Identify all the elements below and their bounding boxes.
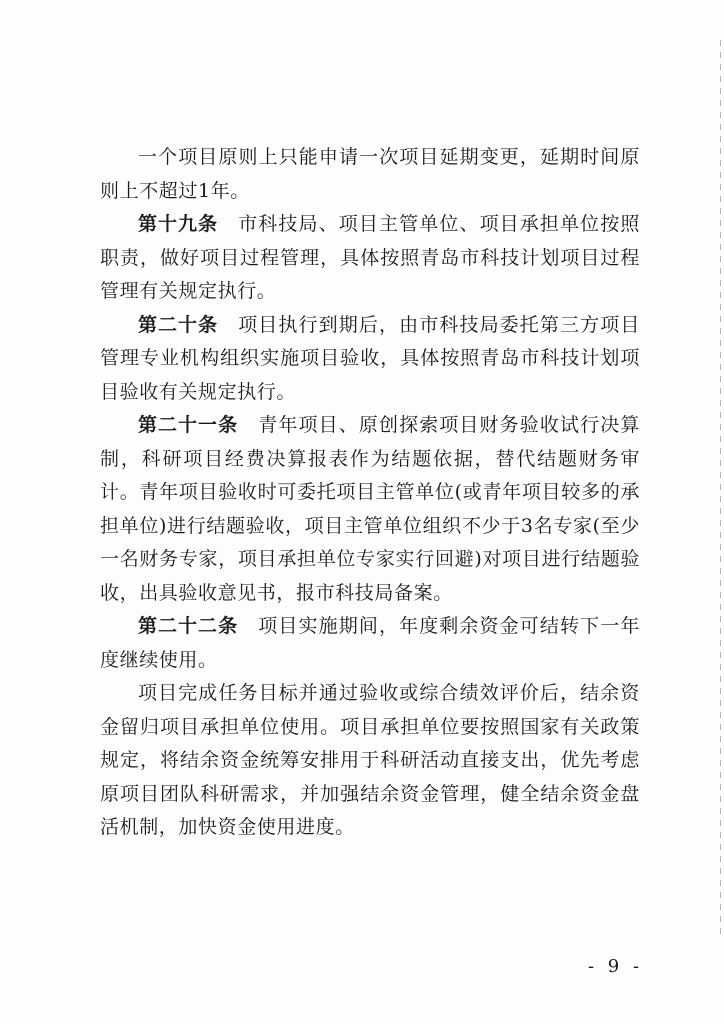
article-20-text: 项目执行到期后，由市科技局委托第三方项目管理专业机构组织实施项目验收，具体按照青岛市科技计划项目验收有关规定执行。 <box>100 313 640 403</box>
article-19-heading: 第十九条 <box>138 213 219 235</box>
paragraph-5 <box>100 610 640 677</box>
article-21-text: 青年项目、原创探索项目财务验收试行决算制，科研项目经费决算报表作为结题依据，替代结题财务审计。青年项目验收时可委托项目主管单位(或青年项目较多的承担单位)进行结题验收，项目主管单位组织不少于3名专家(至少一名财务专家，项目承担单位专家实行回避)对项目进行结题验收，出具验收意见书，报市科技局备案。 <box>100 414 640 604</box>
paragraph-6 <box>100 677 640 845</box>
page-number: - 9 - <box>588 956 644 977</box>
paragraph-2 <box>100 208 640 309</box>
article-21-heading: 第二十一条 <box>138 414 239 436</box>
scan-edge-line <box>720 40 721 940</box>
article-22-heading: 第二十二条 <box>138 615 239 637</box>
paragraph-6-text: 项目完成任务目标并通过验收或综合绩效评价后，结余资金留归项目承担单位使用。项目承担单位要按照国家有关政策规定，将结余资金统筹安排用于科研活动直接支出，优先考虑原项目团队科研需求，并加强结余资金管理，健全结余资金盘活机制，加快资金使用进度。 <box>100 682 640 838</box>
article-19-text: 市科技局、项目主管单位、项目承担单位按照职责，做好项目过程管理，具体按照青岛市科技计划项目过程管理有关规定执行。 <box>100 213 640 302</box>
article-22-text: 项目实施期间，年度剩余资金可结转下一年度继续使用。 <box>100 615 640 671</box>
paragraph-4 <box>100 409 640 610</box>
paragraph-1-text: 一个项目原则上只能申请一次项目延期变更，延期时间原则上不超过1年。 <box>100 146 640 202</box>
article-20-heading: 第二十条 <box>138 313 219 336</box>
document-body <box>100 141 640 845</box>
paragraph-1 <box>100 141 640 208</box>
paragraph-3 <box>100 309 640 410</box>
